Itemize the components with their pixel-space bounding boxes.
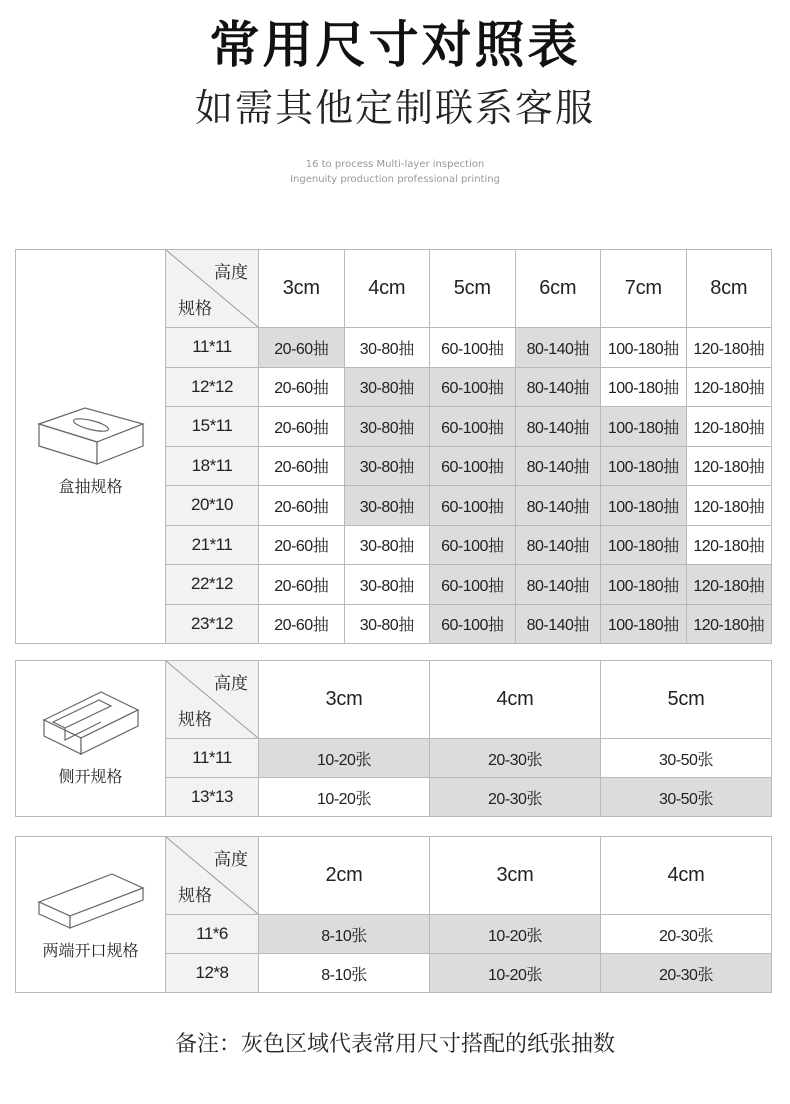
count-cell: 20-60抽 [259,407,345,447]
size-cell: 12*12 [166,367,259,407]
count-cell: 8-10张 [259,915,430,954]
count-cell: 20-60抽 [259,565,345,605]
page-title: 常用尺寸对照表 [209,16,581,74]
count-cell: 60-100抽 [430,407,516,447]
size-cell: 11*11 [166,328,259,368]
size-cell: 15*11 [166,407,259,447]
header-row [16,250,772,328]
header-row [16,661,772,739]
end-open-table [15,836,772,993]
size-cell: 12*8 [166,954,259,993]
height-column-header: 3cm [430,837,601,915]
diagonal-header-cell [166,837,259,915]
count-cell: 100-180抽 [601,446,687,486]
height-column-header: 4cm [344,250,430,328]
height-column-header: 8cm [686,250,772,328]
height-column-header: 3cm [259,250,345,328]
count-cell: 60-100抽 [430,486,516,526]
count-cell: 100-180抽 [601,367,687,407]
count-cell: 120-180抽 [686,604,772,644]
size-cell: 11*11 [166,739,259,778]
count-cell: 120-180抽 [686,446,772,486]
count-cell: 60-100抽 [430,446,516,486]
count-cell: 120-180抽 [686,367,772,407]
count-cell: 100-180抽 [601,604,687,644]
count-cell: 20-60抽 [259,486,345,526]
count-cell: 80-140抽 [515,565,601,605]
count-cell: 60-100抽 [430,525,516,565]
diagonal-header-cell [166,250,259,328]
count-cell: 80-140抽 [515,486,601,526]
count-cell: 20-60抽 [259,604,345,644]
diagonal-header-cell [166,661,259,739]
count-cell: 30-80抽 [344,525,430,565]
count-cell: 30-80抽 [344,367,430,407]
count-cell: 80-140抽 [515,446,601,486]
height-column-header: 5cm [601,661,772,739]
count-cell: 60-100抽 [430,565,516,605]
box-tissue-table [15,249,772,644]
count-cell: 8-10张 [259,954,430,993]
count-cell: 30-50张 [601,778,772,817]
count-cell: 10-20张 [430,954,601,993]
category-label: 盒抽规格 [58,477,123,496]
height-column-header: 4cm [601,837,772,915]
height-header-label: 高度 [214,850,248,870]
count-cell: 20-30张 [430,739,601,778]
header-row [16,837,772,915]
count-cell: 30-80抽 [344,328,430,368]
height-column-header: 4cm [430,661,601,739]
count-cell: 100-180抽 [601,565,687,605]
height-column-header: 3cm [259,661,430,739]
count-cell: 80-140抽 [515,328,601,368]
count-cell: 80-140抽 [515,604,601,644]
count-cell: 60-100抽 [430,604,516,644]
size-cell: 18*11 [166,446,259,486]
count-cell: 10-20张 [259,778,430,817]
height-column-header: 2cm [259,837,430,915]
category-label-cell [16,661,166,817]
count-cell: 20-30张 [601,915,772,954]
box-tissue-icon [35,396,147,466]
count-cell: 30-80抽 [344,486,430,526]
count-cell: 20-30张 [601,954,772,993]
count-cell: 80-140抽 [515,367,601,407]
count-cell: 100-180抽 [601,486,687,526]
size-cell: 23*12 [166,604,259,644]
count-cell: 20-60抽 [259,525,345,565]
size-cell: 21*11 [166,525,259,565]
height-column-header: 7cm [601,250,687,328]
count-cell: 30-80抽 [344,407,430,447]
count-cell: 20-60抽 [259,367,345,407]
size-cell: 11*6 [166,915,259,954]
spec-header-label: 规格 [178,710,212,730]
count-cell: 120-180抽 [686,486,772,526]
height-header-label: 高度 [214,674,248,694]
count-cell: 120-180抽 [686,565,772,605]
count-cell: 30-50张 [601,739,772,778]
size-cell: 20*10 [166,486,259,526]
count-cell: 20-30张 [430,778,601,817]
category-label: 两端开口规格 [42,941,139,960]
count-cell: 10-20张 [259,739,430,778]
english-tagline-1: 16 to process Multi-layer inspection [305,159,485,170]
side-open-table [15,660,772,817]
count-cell: 10-20张 [430,915,601,954]
category-label: 侧开规格 [58,767,123,786]
side-open-tissue-icon [41,690,141,756]
size-cell: 22*12 [166,565,259,605]
spec-header-label: 规格 [178,299,212,319]
count-cell: 80-140抽 [515,525,601,565]
category-label-cell [16,250,166,644]
height-header-label: 高度 [214,263,248,283]
count-cell: 60-100抽 [430,328,516,368]
count-cell: 120-180抽 [686,328,772,368]
english-tagline-2: Ingenuity production professional printing [290,174,500,185]
count-cell: 80-140抽 [515,407,601,447]
count-cell: 30-80抽 [344,446,430,486]
size-cell: 13*13 [166,778,259,817]
count-cell: 20-60抽 [259,328,345,368]
count-cell: 100-180抽 [601,525,687,565]
count-cell: 120-180抽 [686,407,772,447]
count-cell: 120-180抽 [686,525,772,565]
category-label-cell [16,837,166,993]
spec-header-label: 规格 [178,886,212,906]
count-cell: 30-80抽 [344,565,430,605]
height-column-header: 6cm [515,250,601,328]
count-cell: 20-60抽 [259,446,345,486]
count-cell: 30-80抽 [344,604,430,644]
end-open-tissue-icon [36,868,146,930]
count-cell: 60-100抽 [430,367,516,407]
height-column-header: 5cm [430,250,516,328]
count-cell: 100-180抽 [601,407,687,447]
count-cell: 100-180抽 [601,328,687,368]
page-subtitle: 如需其他定制联系客服 [194,86,595,130]
footnote: 备注：灰色区域代表常用尺寸搭配的纸张抽数 [174,1032,615,1057]
